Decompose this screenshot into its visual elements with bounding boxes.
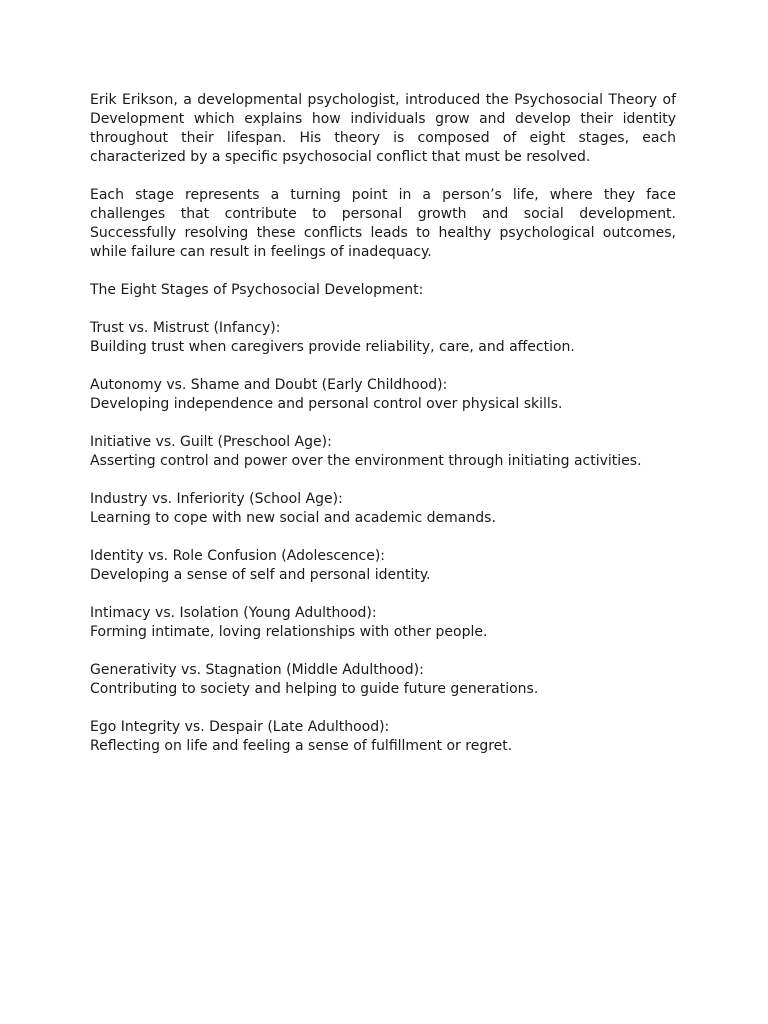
stage-title: Identity vs. Role Confusion (Adolescence): xyxy=(90,548,386,564)
intro-paragraph-2: Each stage represents a turning point in a person’s life, where they face challenges that contribute to personal growth and social development. Successfully resolving these conflicts leads to healthy psychological outcomes, while failure can result in feelings of inadequacy. xyxy=(90,187,676,260)
stage-item xyxy=(90,604,676,642)
stage-title: Intimacy vs. Isolation (Young Adulthood): xyxy=(90,605,377,621)
stage-item xyxy=(90,661,676,699)
stage-description: Learning to cope with new social and academic demands. xyxy=(90,510,496,526)
stages-heading: The Eight Stages of Psychosocial Development: xyxy=(90,282,424,298)
stage-title: Generativity vs. Stagnation (Middle Adulthood): xyxy=(90,662,424,678)
stage-description: Asserting control and power over the environment through initiating activities. xyxy=(90,453,642,469)
stage-title: Initiative vs. Guilt (Preschool Age): xyxy=(90,434,332,450)
stage-description: Forming intimate, loving relationships with other people. xyxy=(90,624,488,640)
stage-title: Industry vs. Inferiority (School Age): xyxy=(90,491,343,507)
stage-title: Autonomy vs. Shame and Doubt (Early Childhood): xyxy=(90,377,448,393)
stage-item xyxy=(90,490,676,528)
stage-title: Trust vs. Mistrust (Infancy): xyxy=(90,320,281,336)
stage-description: Reflecting on life and feeling a sense of fulfillment or regret. xyxy=(90,738,513,754)
stage-description: Developing independence and personal control over physical skills. xyxy=(90,396,563,412)
intro-paragraph-1: Erik Erikson, a developmental psychologist, introduced the Psychosocial Theory of Development which explains how individuals grow and develop their identity throughout their lifespan. His theory is composed of eight stages, each characterized by a specific psychosocial conflict that must be resolved. xyxy=(90,92,676,165)
document-page xyxy=(90,91,676,775)
stage-item xyxy=(90,547,676,585)
stage-item xyxy=(90,718,676,756)
stage-item xyxy=(90,433,676,471)
stage-description: Developing a sense of self and personal identity. xyxy=(90,567,431,583)
stage-description: Contributing to society and helping to guide future generations. xyxy=(90,681,539,697)
stage-description: Building trust when caregivers provide reliability, care, and affection. xyxy=(90,339,575,355)
stage-item xyxy=(90,319,676,357)
stage-item xyxy=(90,376,676,414)
stage-title: Ego Integrity vs. Despair (Late Adulthood): xyxy=(90,719,390,735)
